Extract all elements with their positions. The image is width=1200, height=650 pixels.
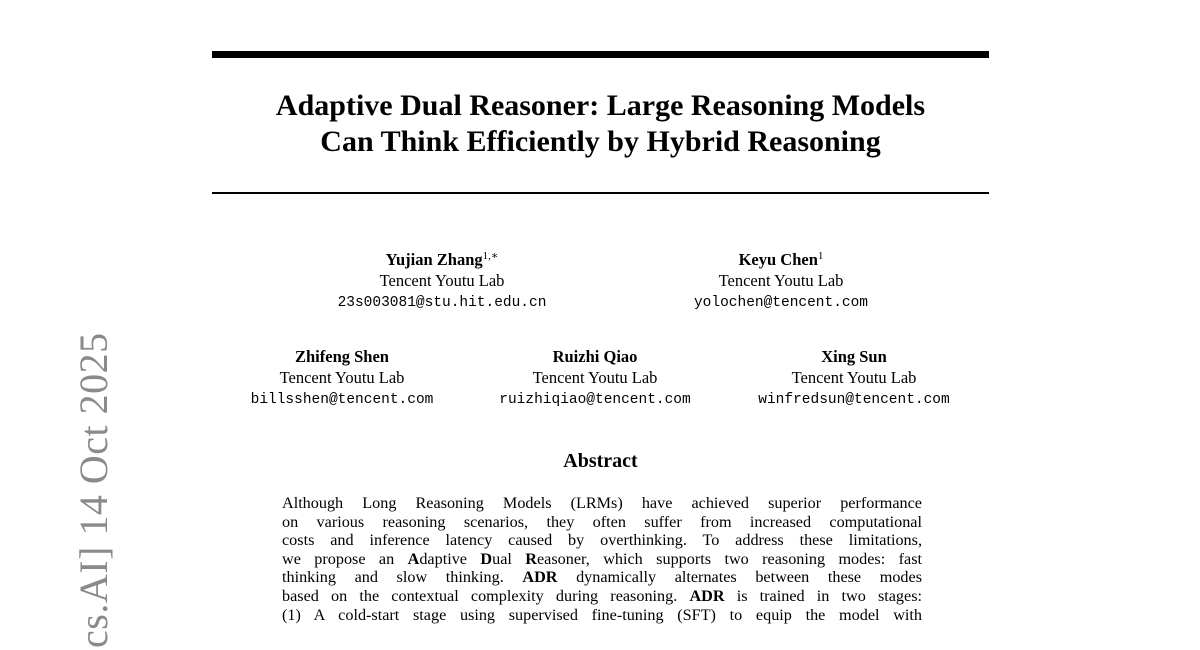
author-block [292,249,592,315]
abstract-line: we propose an Adaptive Dual Reasoner, which supports two reasoning modes: fast [282,549,923,568]
author-name: Xing Sun [821,347,887,366]
author-name: Zhifeng Shen [295,347,389,366]
title-rule-bottom [212,192,989,194]
abstract-heading: Abstract [563,450,638,472]
author-affiliation: Tencent Youtu Lab [718,271,844,290]
abstract-line: (1) A cold-start stage using supervised fine-tuning (SFT) to equip the model with [282,605,922,624]
abstract-line: based on the contextual complexity during reasoning. ADR is trained in two stages: [282,586,923,605]
abstract-line: on various reasoning scenarios, they often suffer from increased computational [282,512,922,531]
abstract-line: Although Long Reasoning Models (LRMs) have achieved superior performance [282,494,922,512]
author-affiliation: Tencent Youtu Lab [532,368,658,387]
author-name: Ruizhi Qiao [552,347,638,366]
author-block [465,346,725,412]
author-name: Keyu Chen$^1$ [738,250,824,269]
author-email: ruizhiqiao@tencent.com [499,392,691,408]
paper-title-line-2: Can Think Efficiently by Hybrid Reasoning [320,125,881,158]
abstract-line: costs and inference latency caused by overthinking. To address these limitations, [282,531,922,550]
author-affiliation: Tencent Youtu Lab [791,368,917,387]
author-affiliation-mark: 1 [817,250,824,262]
author-block [222,346,462,412]
arxiv-stamp-text: cs.AI] 14 Oct 2025 [71,332,116,648]
paper-title-line-1: Adaptive Dual Reasoner: Large Reasoning Models [275,89,926,122]
author-affiliation: Tencent Youtu Lab [379,271,505,290]
author-email: yolochen@tencent.com [693,295,869,311]
title-rule-top [212,51,989,58]
author-block [730,346,978,412]
author-email: winfredsun@tencent.com [758,392,950,408]
abstract-body [282,494,922,624]
arxiv-stamp [6,330,116,650]
author-affiliation-mark: 1,∗ [482,250,499,262]
author-email: billsshen@tencent.com [250,392,434,408]
author-name: Yujian Zhang$^{1,∗}$ [385,250,499,269]
author-email: 23s003081@stu.hit.edu.cn [337,295,547,311]
paper-title [212,88,989,160]
abstract-line: thinking and slow thinking. ADR dynamically alternates between these modes [282,568,922,587]
author-affiliation: Tencent Youtu Lab [279,368,405,387]
author-block [631,249,931,315]
